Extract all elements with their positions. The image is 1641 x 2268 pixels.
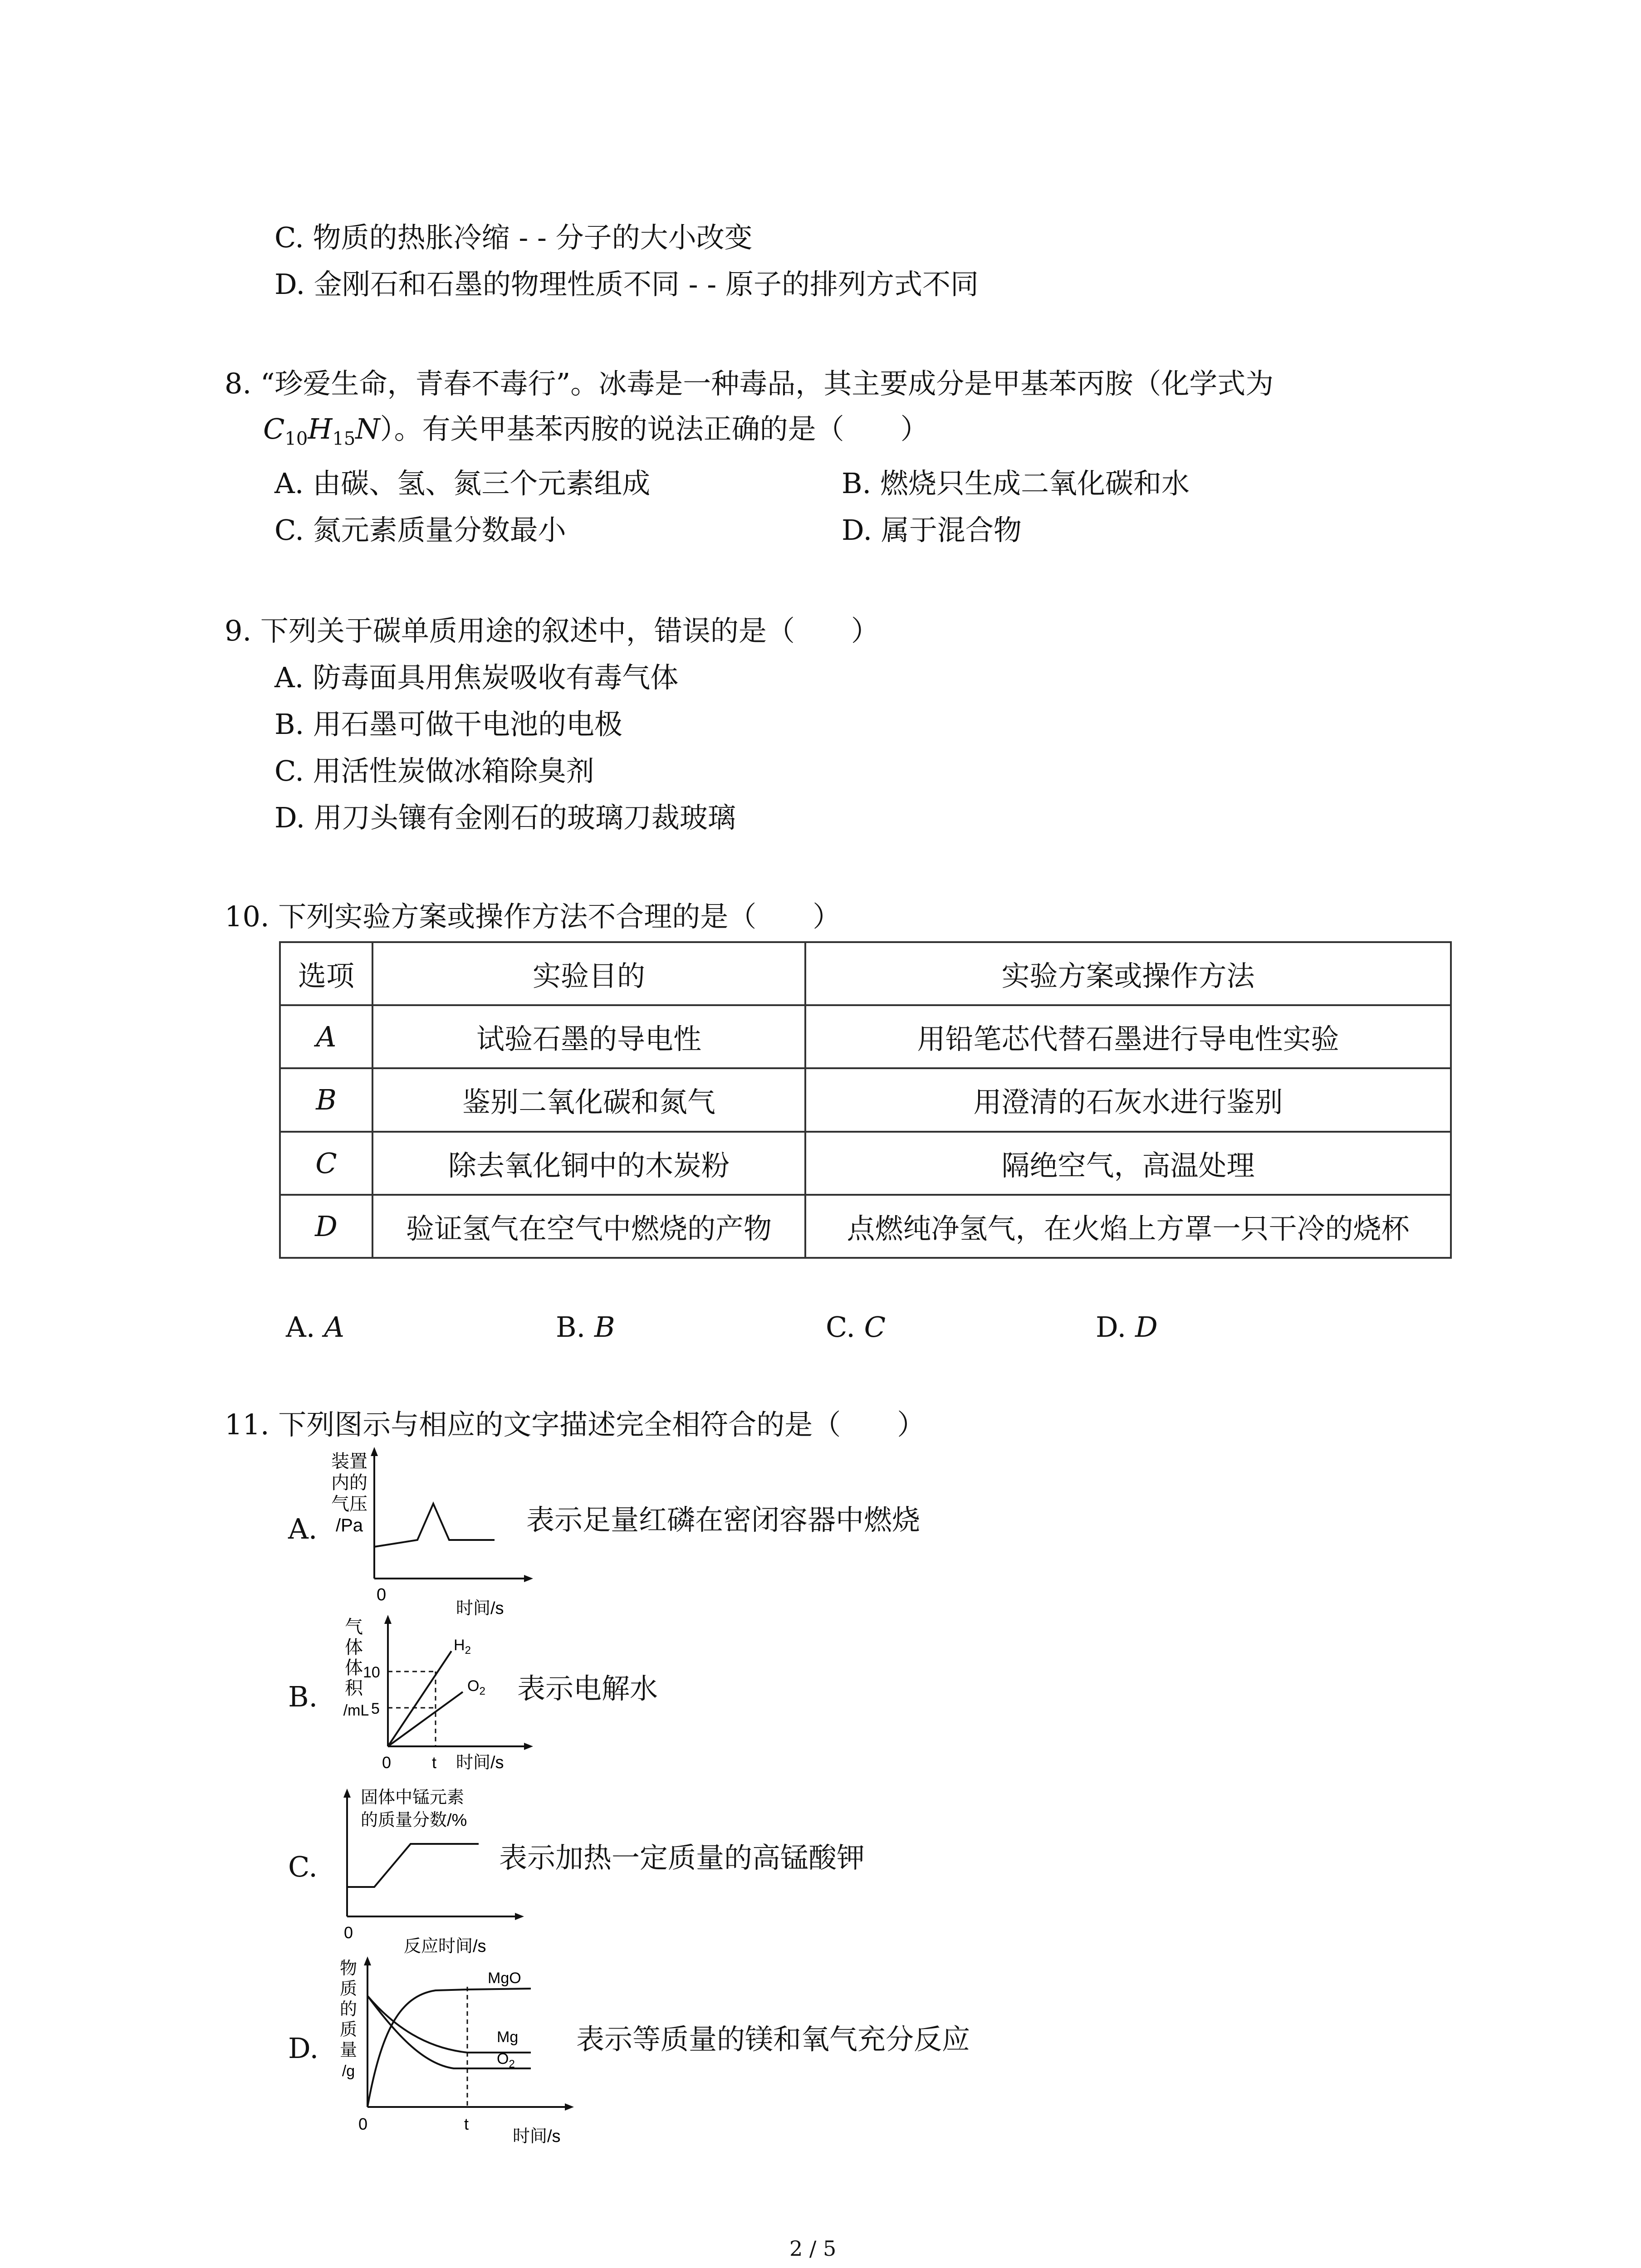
table-cell: 用铅笔芯代替石墨进行导电性实验 bbox=[805, 1005, 1451, 1068]
q9-option-b: B. 用石墨可做干电池的电极 bbox=[274, 708, 622, 741]
q11-option-c-desc: 表示加热一定质量的高锰酸钾 bbox=[499, 1841, 865, 1874]
table-cell: 验证氢气在空气中燃烧的产物 bbox=[372, 1195, 805, 1258]
y-axis-label-line: 体 bbox=[345, 1658, 363, 1678]
header-cell: 实验目的 bbox=[372, 942, 805, 1005]
q11-option-a-graph bbox=[327, 1447, 544, 1617]
option-prefix: B. bbox=[556, 1310, 586, 1344]
y-axis-label-line: 量 bbox=[339, 2041, 358, 2060]
series-label-text: O bbox=[467, 1677, 480, 1695]
y-axis-arrow bbox=[384, 1615, 392, 1624]
y-axis-label-line: /mL bbox=[343, 1702, 369, 1719]
y-axis-label-line: 物 bbox=[339, 1959, 358, 1978]
series-label-mgo: MgO bbox=[488, 1970, 521, 1987]
q8-option-b: B. 燃烧只生成二氧化碳和水 bbox=[842, 467, 1190, 500]
y-axis-label-line: 固体中锰元素 bbox=[361, 1788, 465, 1807]
origin-label: 0 bbox=[377, 1585, 387, 1604]
table-cell: 鉴别二氧化碳和氮气 bbox=[372, 1068, 805, 1131]
mass-fraction-curve bbox=[347, 1844, 479, 1887]
q7-option-c: C. 物质的热胀冷缩 - - 分子的大小改变 bbox=[274, 221, 753, 254]
q11-option-b-desc: 表示电解水 bbox=[517, 1672, 658, 1705]
y-axis-arrow bbox=[371, 1447, 378, 1456]
option-value: D bbox=[1135, 1310, 1158, 1344]
table-cell: B bbox=[280, 1068, 372, 1131]
table-cell: 点燃纯净氢气，在火焰上方罩一只干冷的烧杯 bbox=[805, 1195, 1451, 1258]
q9-option-c: C. 用活性炭做冰箱除臭剂 bbox=[274, 754, 594, 787]
formula-h-subscript: 15 bbox=[332, 428, 356, 450]
q8-stem-line2 bbox=[263, 412, 929, 450]
table-cell: D bbox=[280, 1195, 372, 1258]
option-prefix: D. bbox=[1096, 1310, 1127, 1344]
x-axis-label: 时间/s bbox=[513, 2127, 561, 2146]
formula-n: N bbox=[355, 412, 380, 445]
t-label: t bbox=[464, 2115, 469, 2133]
y-axis-label-line: 积 bbox=[345, 1678, 363, 1698]
y-axis-label-line: 体 bbox=[345, 1637, 363, 1657]
h2-line bbox=[388, 1651, 451, 1746]
y-axis-arrow bbox=[364, 1956, 371, 1965]
y-axis-label-line: 的质量分数/% bbox=[361, 1811, 467, 1830]
x-axis-arrow bbox=[524, 1743, 533, 1750]
table-cell: 用澄清的石灰水进行鉴别 bbox=[805, 1068, 1451, 1131]
q8-stem-tail: ）。有关甲基苯丙胺的说法正确的是（ ） bbox=[380, 412, 929, 445]
option-value: C bbox=[864, 1310, 886, 1344]
series-label-mg: Mg bbox=[497, 2028, 519, 2046]
header-cell: 选项 bbox=[280, 942, 372, 1005]
o2-line bbox=[388, 1692, 463, 1746]
q8-option-d: D. 属于混合物 bbox=[842, 513, 1022, 547]
option-value: B bbox=[594, 1310, 615, 1344]
mgo-curve bbox=[367, 1989, 531, 2107]
table-row bbox=[280, 1195, 1451, 1258]
y-axis-label-line: 内的 bbox=[331, 1473, 367, 1493]
y-axis-label-line: 装置 bbox=[331, 1452, 367, 1471]
table-row bbox=[280, 1005, 1451, 1068]
tick-label-10: 10 bbox=[363, 1664, 380, 1681]
t-label: t bbox=[432, 1753, 437, 1772]
q8-stem-line1: 8. “珍爱生命，青春不毒行”。冰毒是一种毒品，其主要成分是甲基苯丙胺（化学式为 bbox=[225, 367, 1274, 400]
y-axis-label-line: 质 bbox=[339, 2020, 358, 2039]
series-label-text: H bbox=[454, 1637, 465, 1654]
q9-option-d: D. 用刀头镶有金刚石的玻璃刀裁玻璃 bbox=[274, 801, 736, 834]
x-axis-label: 反应时间/s bbox=[404, 1937, 486, 1956]
series-label-subscript: 2 bbox=[479, 1685, 485, 1697]
x-axis-label: 时间/s bbox=[456, 1753, 504, 1772]
formula-h: H bbox=[308, 412, 333, 445]
table-cell: C bbox=[280, 1132, 372, 1195]
q11-option-c-label: C. bbox=[288, 1850, 318, 1883]
series-label-h2 bbox=[454, 1637, 471, 1657]
q7-option-d: D. 金刚石和石墨的物理性质不同 - - 原子的排列方式不同 bbox=[274, 268, 979, 301]
series-label-o2 bbox=[467, 1677, 485, 1697]
option-prefix: C. bbox=[826, 1310, 855, 1344]
header-cell: 实验方案或操作方法 bbox=[805, 942, 1451, 1005]
q11-option-d-desc: 表示等质量的镁和氧气充分反应 bbox=[576, 2023, 970, 2056]
q11-option-d-label: D. bbox=[288, 2032, 319, 2065]
x-axis-label: 时间/s bbox=[456, 1599, 504, 1618]
x-axis-arrow bbox=[565, 2103, 574, 2111]
pressure-curve bbox=[374, 1504, 495, 1547]
formula-c-subscript: 10 bbox=[284, 428, 308, 450]
formula-c: C bbox=[263, 412, 285, 445]
q10-option-b bbox=[556, 1310, 615, 1344]
q9-option-a: A. 防毒面具用焦炭吸收有毒气体 bbox=[274, 661, 679, 694]
y-axis-label-line: 气 bbox=[345, 1617, 363, 1637]
table-header-row bbox=[280, 942, 1451, 1005]
series-label-text: O bbox=[497, 2050, 509, 2068]
tick-label-5: 5 bbox=[371, 1700, 380, 1717]
q10-option-d bbox=[1096, 1310, 1158, 1344]
origin-label: 0 bbox=[344, 1923, 353, 1942]
table-row bbox=[280, 1132, 1451, 1195]
q11-option-d-graph bbox=[331, 1955, 612, 2147]
q11-stem: 11. 下列图示与相应的文字描述完全相符合的是（ ） bbox=[225, 1408, 926, 1441]
x-axis-arrow bbox=[524, 1575, 533, 1582]
option-prefix: A. bbox=[286, 1310, 315, 1344]
origin-label: 0 bbox=[358, 2115, 368, 2133]
table-cell: 试验石墨的导电性 bbox=[372, 1005, 805, 1068]
y-axis-label-line: 气压 bbox=[331, 1494, 367, 1514]
table-row bbox=[280, 1068, 1451, 1131]
table-cell: 隔绝空气，高温处理 bbox=[805, 1132, 1451, 1195]
series-label-subscript: 2 bbox=[465, 1644, 471, 1657]
q8-option-c: C. 氮元素质量分数最小 bbox=[274, 513, 566, 547]
q10-table bbox=[279, 941, 1452, 1259]
table-cell: 除去氧化铜中的木炭粉 bbox=[372, 1132, 805, 1195]
origin-label: 0 bbox=[382, 1753, 392, 1772]
q8-option-a: A. 由碳、氢、氮三个元素组成 bbox=[274, 467, 651, 500]
q11-option-b-label: B. bbox=[288, 1680, 318, 1713]
y-axis-label-line: /g bbox=[342, 2063, 355, 2080]
q9-stem: 9. 下列关于碳单质用途的叙述中，错误的是（ ） bbox=[225, 614, 879, 647]
q11-option-a-label: A. bbox=[288, 1512, 318, 1545]
table-cell: A bbox=[280, 1005, 372, 1068]
y-axis-label-line: 质 bbox=[339, 1980, 358, 1999]
option-value: A bbox=[324, 1310, 344, 1344]
series-label-subscript: 2 bbox=[509, 2058, 515, 2070]
q11-option-a-desc: 表示足量红磷在密闭容器中燃烧 bbox=[526, 1503, 921, 1536]
q10-option-c bbox=[826, 1310, 886, 1344]
y-axis-arrow bbox=[343, 1789, 351, 1798]
q10-option-a bbox=[286, 1310, 344, 1344]
q11-option-b-graph bbox=[327, 1615, 544, 1784]
q10-stem: 10. 下列实验方案或操作方法不合理的是（ ） bbox=[225, 900, 841, 933]
page-number: 2 / 5 bbox=[789, 2236, 837, 2261]
x-axis-arrow bbox=[515, 1913, 524, 1920]
y-axis-label-line: 的 bbox=[339, 2000, 358, 2019]
y-axis-label-line: /Pa bbox=[335, 1515, 363, 1535]
